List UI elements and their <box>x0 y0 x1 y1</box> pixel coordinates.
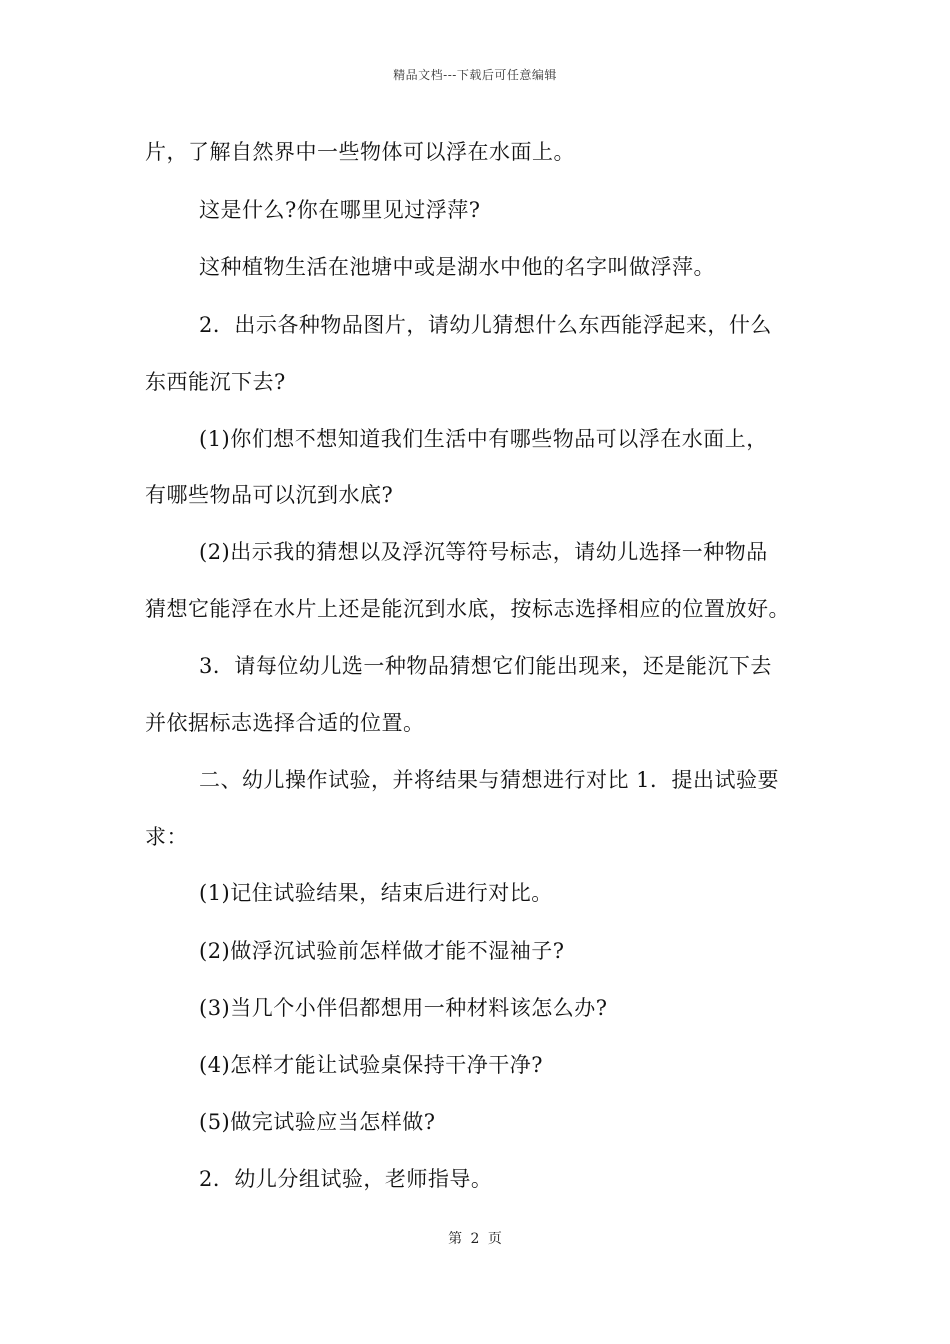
text-line-10: 3．请每位幼儿选一种物品猜想它们能出现来，还是能沉下去 <box>199 654 772 678</box>
text-line-15: (2)做浮沉试验前怎样做才能不湿袖子? <box>199 939 565 963</box>
text-line-11: 并依据标志选择合适的位置。 <box>145 711 425 735</box>
text-line-19: 2．幼儿分组试验，老师指导。 <box>199 1167 493 1191</box>
text-line-18: (5)做完试验应当怎样做? <box>199 1110 436 1134</box>
text-line-5: 东西能沉下去? <box>145 370 286 394</box>
text-line-1: 片，了解自然界中一些物体可以浮在水面上。 <box>145 140 575 164</box>
text-line-3: 这种植物生活在池塘中或是湖水中他的名字叫做浮萍。 <box>199 255 715 279</box>
text-line-4: 2．出示各种物品图片，请幼儿猜想什么东西能浮起来，什么 <box>199 313 772 337</box>
page-header: 精品文档---下载后可任意编辑 <box>393 68 557 82</box>
page-number: 第 2 页 <box>448 1231 502 1247</box>
text-line-6: (1)你们想不想知道我们生活中有哪些物品可以浮在水面上， <box>199 427 768 451</box>
text-line-13: 求： <box>145 825 188 849</box>
text-line-16: (3)当几个小伴侣都想用一种材料该怎么办? <box>199 996 608 1020</box>
text-line-17: (4)怎样才能让试验桌保持干净干净? <box>199 1053 544 1077</box>
text-line-8: (2)出示我的猜想以及浮沉等符号标志，请幼儿选择一种物品 <box>199 540 768 564</box>
text-line-2: 这是什么?你在哪里见过浮萍? <box>199 198 481 222</box>
text-line-9: 猜想它能浮在水片上还是能沉到水底，按标志选择相应的位置放好。 <box>145 597 790 621</box>
text-line-12: 二、幼儿操作试验，并将结果与猜想进行对比 1．提出试验要 <box>199 768 780 792</box>
text-line-14: (1)记住试验结果，结束后进行对比。 <box>199 881 553 905</box>
text-line-7: 有哪些物品可以沉到水底? <box>145 483 394 507</box>
